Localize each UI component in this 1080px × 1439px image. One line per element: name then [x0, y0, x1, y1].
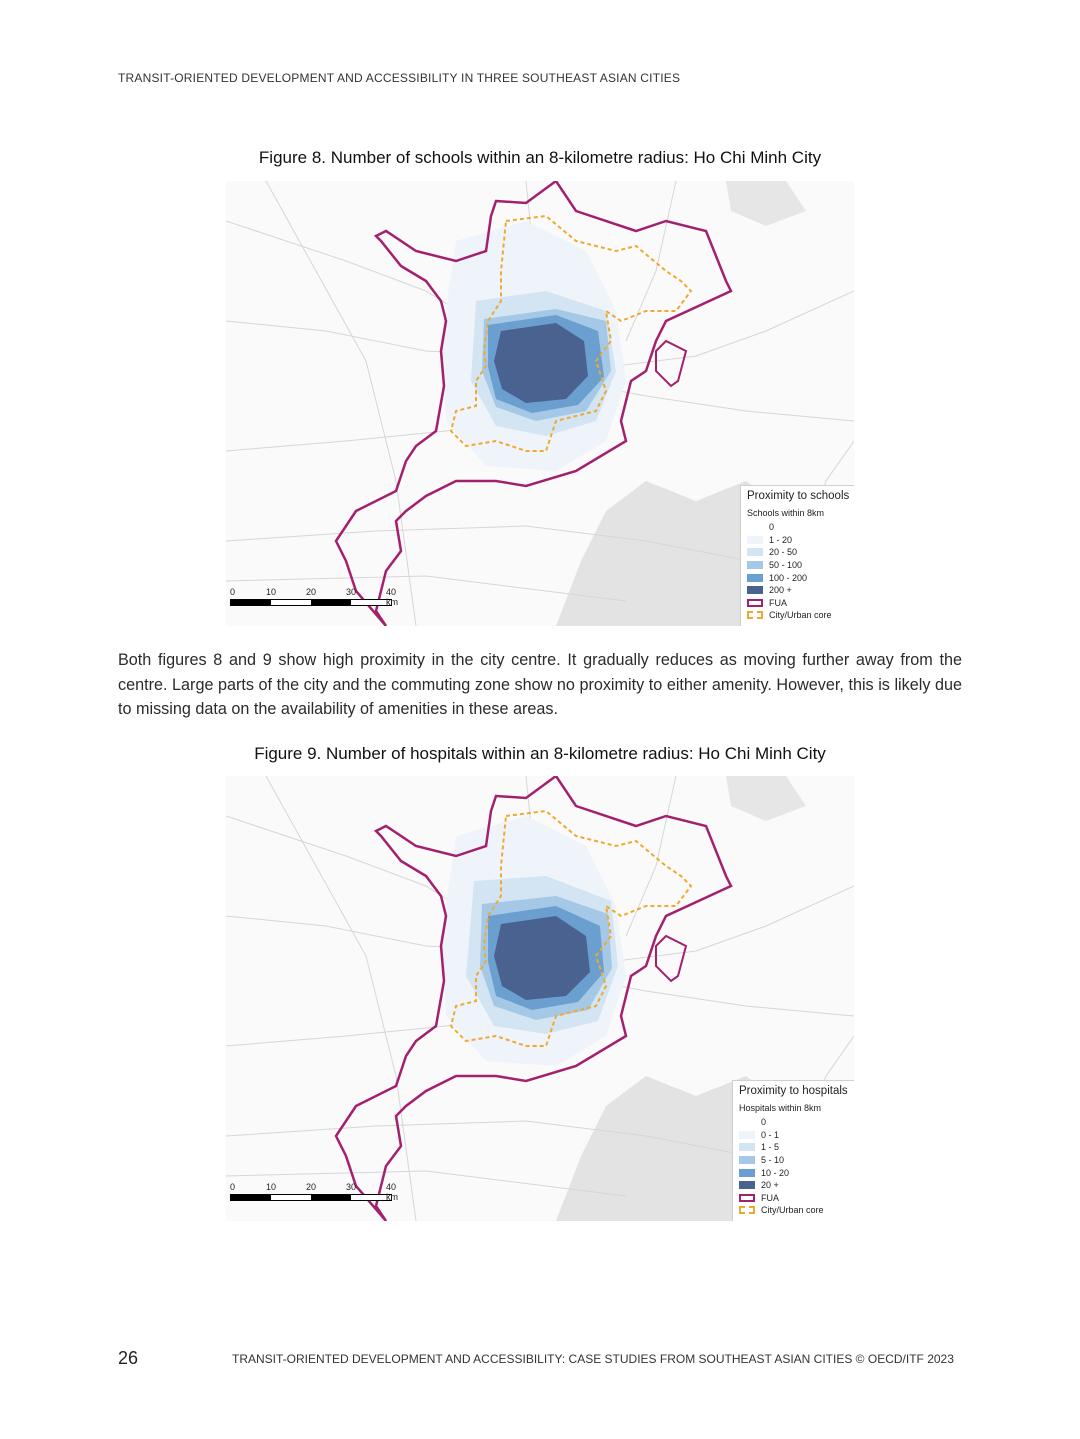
- legend-class-row: [739, 1166, 851, 1179]
- legend-swatch: [747, 548, 763, 556]
- scale-tick: 40 km: [386, 1182, 398, 1202]
- scale-tick: 10: [266, 587, 277, 597]
- scale-tick: 0: [230, 587, 236, 597]
- legend-class-row: [747, 584, 851, 597]
- legend-swatch: [739, 1156, 755, 1164]
- scale-tick: 10: [266, 1182, 277, 1192]
- legend-swatch: [739, 1194, 755, 1202]
- legend-swatch: [747, 586, 763, 594]
- legend-swatch: [739, 1118, 755, 1126]
- legend-swatch: [739, 1181, 755, 1189]
- legend-label: 1 - 20: [769, 534, 793, 545]
- figure-8-title: Figure 8. Number of schools within an 8-kilometre radius: Ho Chi Minh City: [258, 148, 822, 167]
- legend-swatch: [747, 561, 763, 569]
- legend-label: 20 +: [761, 1180, 779, 1191]
- legend-class-row: [747, 559, 851, 572]
- legend-class-row: [747, 521, 851, 534]
- scale-tick: 40 km: [386, 587, 398, 607]
- legend-label: City/Urban core: [769, 610, 832, 621]
- legend-swatch: [747, 536, 763, 544]
- scale-tick: 20: [306, 587, 317, 597]
- scale-tick: 30: [346, 1182, 357, 1192]
- legend-class-row: [747, 571, 851, 584]
- figure-8-scale-bar: [230, 587, 398, 607]
- legend-swatch: [747, 574, 763, 582]
- figure-8-legend: [740, 485, 854, 626]
- legend-label: 100 - 200: [769, 572, 808, 583]
- legend-class-row: [739, 1179, 851, 1192]
- legend-label: 200 +: [769, 585, 792, 596]
- legend-label: 20 - 50: [769, 547, 798, 558]
- legend-core-row: [739, 1204, 851, 1217]
- legend-title: Proximity to hospitals: [739, 1085, 848, 1097]
- scale-tick: 20: [306, 1182, 317, 1192]
- figure-9-title: Figure 9. Number of hospitals within an 8-kilometre radius: Ho Chi Minh City: [254, 744, 826, 763]
- legend-label: 10 - 20: [761, 1167, 790, 1178]
- legend-label: FUA: [761, 1192, 779, 1203]
- figure-9-scale-bar: [230, 1182, 398, 1202]
- legend-label: 0 - 1: [761, 1129, 780, 1140]
- legend-fua-row: [747, 597, 851, 610]
- legend-class-row: [747, 546, 851, 559]
- scale-tick: 30: [346, 587, 357, 597]
- legend-class-row: [747, 534, 851, 547]
- legend-swatch: [747, 523, 763, 531]
- legend-swatch: [739, 1206, 755, 1214]
- legend-swatch: [739, 1131, 755, 1139]
- legend-class-row: [739, 1129, 851, 1142]
- footer-text: TRANSIT-ORIENTED DEVELOPMENT AND ACCESSIBILITY: CASE STUDIES FROM SOUTHEAST ASIAN CITIES © OECD/ITF 2023: [232, 1352, 954, 1366]
- legend-subtitle: Hospitals within 8km: [739, 1103, 822, 1113]
- legend-fua-row: [739, 1192, 851, 1205]
- page-number: 26: [118, 1348, 139, 1368]
- legend-label: 5 - 10: [761, 1155, 785, 1166]
- figure-9-legend: [732, 1080, 854, 1221]
- legend-swatch: [739, 1169, 755, 1177]
- legend-core-row: [747, 609, 851, 622]
- scale-tick: 0: [230, 1182, 236, 1192]
- legend-title: Proximity to schools: [747, 490, 850, 502]
- figure-8-map: [226, 181, 854, 626]
- legend-swatch: [747, 599, 763, 607]
- legend-label: FUA: [769, 597, 787, 608]
- legend-label: 0: [769, 522, 775, 533]
- legend-subtitle: Schools within 8km: [747, 508, 825, 518]
- legend-label: 0: [761, 1117, 767, 1128]
- figure-9-map: [226, 776, 854, 1221]
- legend-label: City/Urban core: [761, 1205, 824, 1216]
- body-paragraph: Both figures 8 and 9 show high proximity in the city centre. It gradually reduces as moving further away from the centre. Large parts of the city and the commuting zone show no proximity to either amenity. However, this is likely due to missing data on the availability of amenities in these areas.: [118, 651, 962, 718]
- running-header: TRANSIT-ORIENTED DEVELOPMENT AND ACCESSIBILITY IN THREE SOUTHEAST ASIAN CITIES: [118, 71, 681, 85]
- legend-class-row: [739, 1154, 851, 1167]
- legend-swatch: [739, 1143, 755, 1151]
- legend-class-row: [739, 1141, 851, 1154]
- legend-swatch: [747, 611, 763, 619]
- legend-class-row: [739, 1116, 851, 1129]
- legend-label: 50 - 100: [769, 560, 803, 571]
- legend-label: 1 - 5: [761, 1142, 780, 1153]
